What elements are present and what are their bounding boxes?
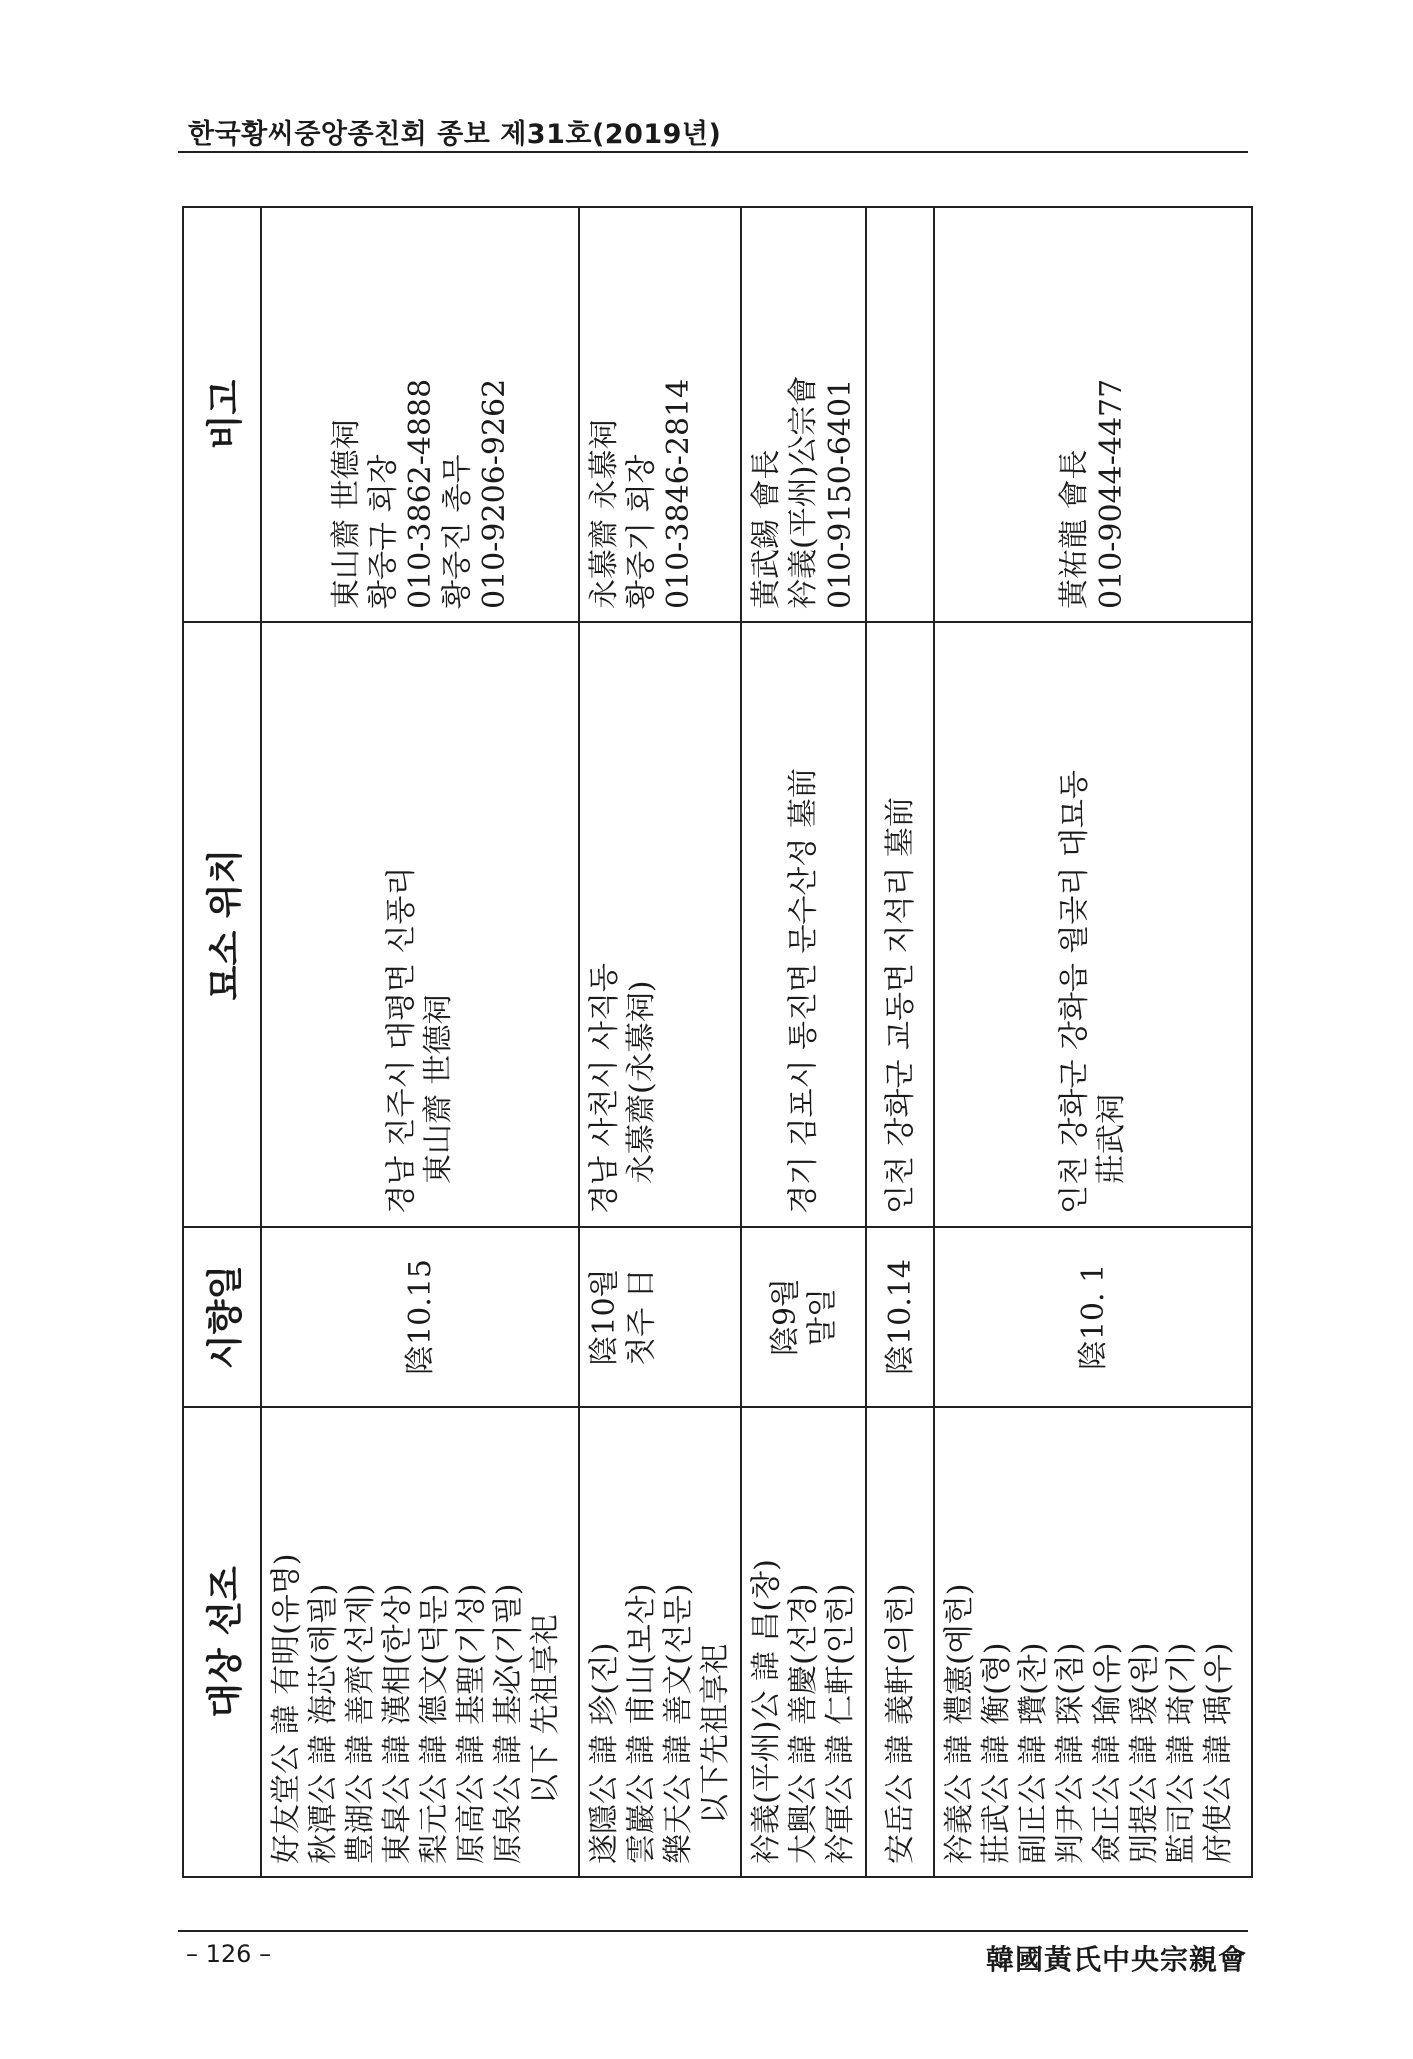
note-line: 010-9150-6401 — [823, 378, 858, 609]
ancestor-line: 衿義公 諱 禮憲(예헌) — [942, 1583, 977, 1864]
ancestor-line: 以下 先祖享祀 — [528, 1614, 563, 1804]
date-cell — [261, 1227, 579, 1407]
notes-cell — [579, 207, 741, 622]
rotated-table-wrapper — [182, 208, 1236, 1878]
table-header-row — [183, 207, 261, 1877]
date-line: 첫주 日 — [624, 1268, 659, 1366]
ancestor-line: 大興公 諱 善慶(선경) — [786, 1583, 821, 1864]
date-line: 陰10월 — [587, 1268, 622, 1366]
memorial-schedule-table — [182, 206, 1253, 1878]
ancestor-line: 雲巖公 諱 甫山(보산) — [624, 1583, 659, 1864]
ancestor-line: 衿軍公 諱 仁軒(인헌) — [823, 1583, 858, 1864]
location-line: 莊武祠 — [1094, 1094, 1129, 1184]
ancestor-line: 東皐公 諱 漢相(한상) — [380, 1583, 415, 1864]
note-line: 東山齋 世德祠 — [328, 419, 364, 609]
location-line: 인천 강화군 강화읍 월곶리 대묘동 — [1057, 770, 1092, 1214]
note-line: 永慕齋 永慕祠 — [587, 419, 622, 609]
date-cell — [934, 1227, 1252, 1407]
ancestor-line: 原高公 諱 基聖(기성) — [454, 1583, 489, 1864]
ancestor-line: 好友堂公 諱 有明(유명) — [269, 1553, 304, 1864]
date-line: 陰10.14 — [882, 1259, 918, 1375]
ancestor-line: 衿義(平州)公 諱 昌(창) — [749, 1559, 784, 1864]
ancestors-cell — [579, 1407, 741, 1877]
header-ancestors: 대상 선조 — [183, 1407, 261, 1877]
page-header-title: 한국황씨중앙종친회 종보 제31호(2019년) — [188, 119, 722, 150]
ancestor-line: 梨元公 諱 德文(덕문) — [417, 1583, 452, 1864]
date-line: 陰10.15 — [402, 1259, 438, 1375]
location-line: 경남 사천시 사직동 — [587, 963, 622, 1214]
ancestor-line: 豊湖公 諱 善齊(선제) — [343, 1583, 378, 1864]
date-cell — [741, 1227, 866, 1407]
ancestors-cell — [261, 1407, 579, 1877]
ancestor-line: 府使公 諱 瑀(우) — [1201, 1642, 1236, 1864]
ancestor-line: 別提公 諱 瑗(원) — [1127, 1642, 1162, 1864]
ancestor-line: 僉正公 諱 瑜(유) — [1090, 1642, 1125, 1864]
header-rule — [178, 151, 1248, 153]
location-cell — [866, 622, 934, 1227]
footer-organization-name: 韓國黃氏中央宗親會 — [985, 1943, 1247, 1976]
ancestor-line: 原泉公 諱 基必(기필) — [491, 1583, 526, 1864]
ancestors-cell — [741, 1407, 866, 1877]
ancestor-line: 安岳公 諱 義軒(의헌) — [882, 1583, 918, 1864]
header-location: 묘소 위치 — [183, 622, 261, 1227]
table-row — [741, 207, 866, 1877]
note-line: 衿義(平州)公宗會 — [786, 375, 821, 609]
note-line: 010-3846-2814 — [661, 378, 696, 609]
date-line: 말일 — [804, 1288, 840, 1346]
page-number: – 126 – — [186, 1940, 272, 1968]
table-row — [934, 207, 1252, 1877]
ancestor-line: 監司公 諱 琦(기) — [1164, 1642, 1199, 1864]
location-cell — [741, 622, 866, 1227]
ancestor-line: 遂隱公 諱 珍(진) — [587, 1642, 622, 1864]
ancestor-line: 樂天公 諱 善文(선문) — [661, 1583, 696, 1864]
location-line: 東山齋 世德祠 — [421, 994, 456, 1184]
note-line: 黃武錫 會長 — [749, 449, 784, 609]
location-line: 永慕齋(永慕祠) — [624, 980, 659, 1184]
ancestor-line: 判尹公 諱 琛(침) — [1053, 1642, 1088, 1864]
date-cell — [866, 1227, 934, 1407]
footer-rule — [178, 1930, 1248, 1932]
date-line: 陰9월 — [767, 1277, 803, 1357]
location-line: 경남 진주시 대평면 신풍리 — [384, 866, 419, 1214]
date-cell — [579, 1227, 741, 1407]
header-date: 시향일 — [183, 1227, 261, 1407]
location-line: 인천 강화군 교동면 지석리 墓前 — [882, 797, 918, 1214]
note-line: 010-9206-9262 — [476, 378, 512, 609]
location-cell — [934, 622, 1252, 1227]
date-line: 陰10. 1 — [1075, 1263, 1111, 1371]
table-row — [579, 207, 741, 1877]
notes-cell — [741, 207, 866, 622]
ancestor-line: 以下先祖享祀 — [698, 1644, 733, 1824]
location-cell — [261, 622, 579, 1227]
ancestor-line: 秋潭公 諱 海芯(해필) — [306, 1583, 341, 1864]
note-line: 황중진 총무 — [439, 454, 475, 609]
note-line: 황중기 회장 — [624, 454, 659, 609]
ancestor-line: 副正公 諱 瓚(찬) — [1016, 1642, 1051, 1864]
note-line: 010-3862-4888 — [402, 378, 438, 609]
location-cell — [579, 622, 741, 1227]
ancestor-line: 莊武公 諱 衡(형) — [979, 1642, 1014, 1864]
ancestors-cell — [934, 1407, 1252, 1877]
notes-cell — [866, 207, 934, 622]
table-row — [261, 207, 579, 1877]
table-row — [866, 207, 934, 1877]
notes-cell — [261, 207, 579, 622]
location-line: 경기 김포시 통진면 문수산성 墓前 — [786, 768, 821, 1214]
ancestors-cell — [866, 1407, 934, 1877]
note-line: 010-9044-4477 — [1094, 378, 1129, 609]
note-line: 黃祐龍 會長 — [1057, 449, 1092, 609]
notes-cell — [934, 207, 1252, 622]
note-line: 황중규 회장 — [365, 454, 401, 609]
header-notes: 비고 — [183, 207, 261, 622]
